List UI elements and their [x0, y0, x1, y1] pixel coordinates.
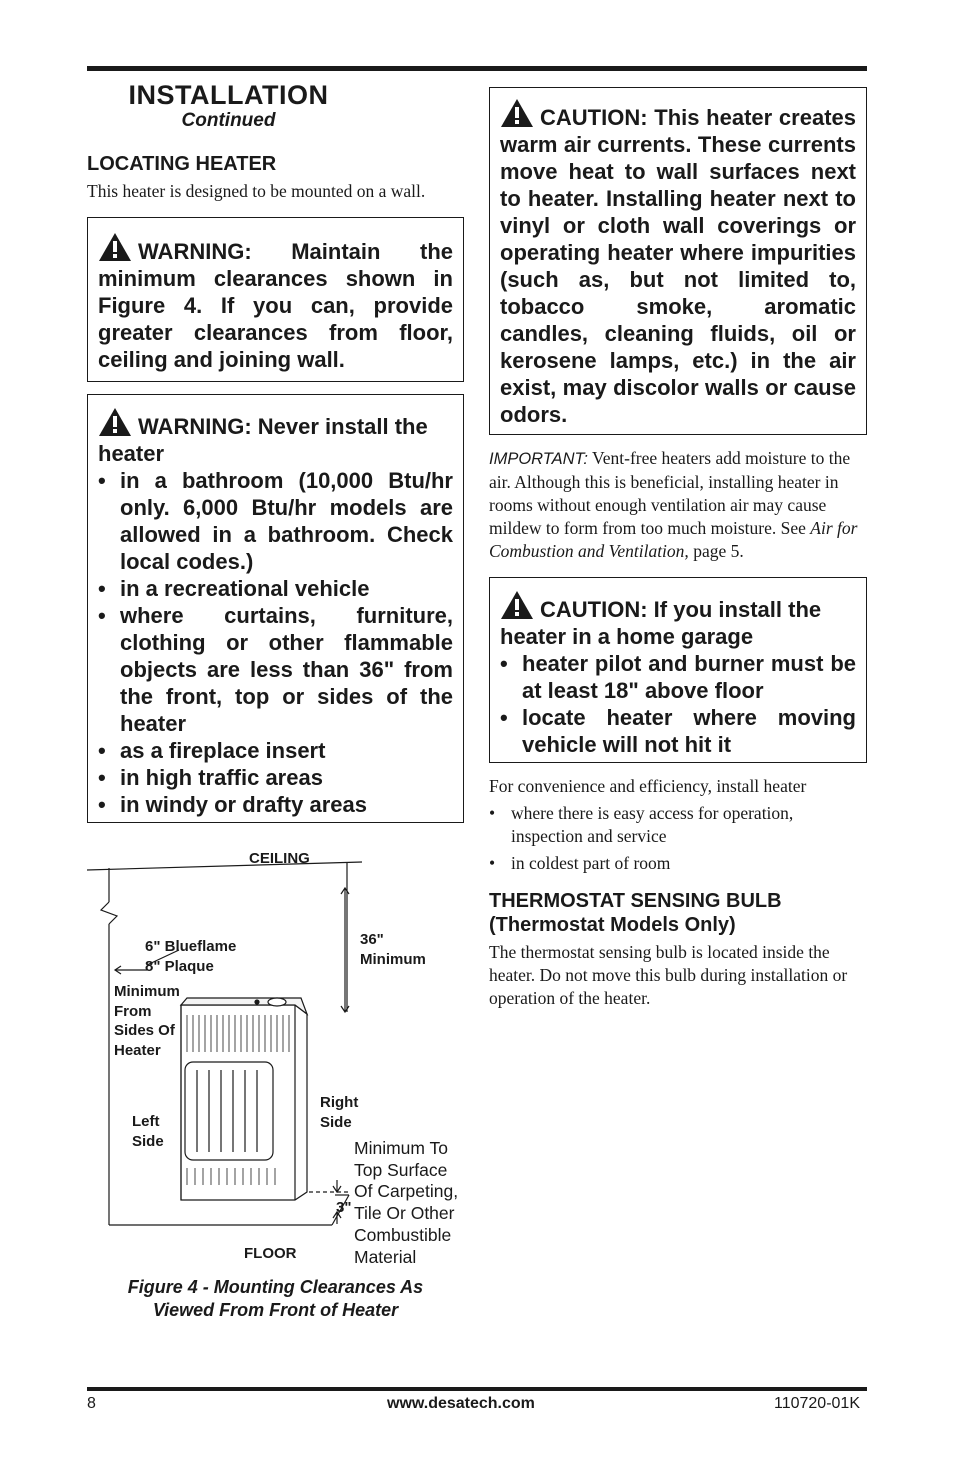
list-item: • as a fireplace insert — [98, 738, 326, 763]
right-side-label: Right Side — [320, 1094, 359, 1131]
warning-triangle-icon — [500, 590, 534, 620]
warning-triangle-icon — [500, 98, 534, 128]
warning-triangle-icon — [98, 232, 132, 262]
section-continued: Continued — [181, 110, 276, 131]
warning-box-clearances — [87, 217, 464, 382]
important-label: IMPORTANT: — [489, 450, 588, 468]
locating-heading: LOCATING HEATER — [87, 153, 277, 175]
mounting-clearance-figure — [87, 840, 487, 1280]
thermostat-heading: THERMOSTAT SENSING BULB (Thermostat Models Only) — [489, 890, 782, 936]
figure-caption: Figure 4 - Mounting Clearances As Viewed From Front of Heater — [127, 1277, 424, 1320]
warning2-lead: WARNING: Never install the heater — [98, 414, 428, 466]
left-side-label: Left Side — [132, 1113, 164, 1150]
caution-box-garage — [489, 577, 867, 763]
caution1-text: CAUTION: This heater creates warm air currents. These currents move heat to wall surfaces next to heater. Installing heater next to vinyl or cloth wall coverings or operating heater where impurities (such as, but not limited to, tobacco smoke, aromatic candles, cleaning fluids, oil or kerosene lamps, etc.) in the air exist, may discolor walls or cause odors. — [500, 105, 856, 427]
locating-text: This heater is designed to be mounted on a wall. — [87, 181, 426, 201]
list-item: • where curtains, furniture, clothing or other flammable objects are less than 36" from the front, top or sides of the heater — [98, 603, 453, 736]
list-item: • in a bathroom (10,000 Btu/hr only. 6,000 Btu/hr models are allowed in a bathroom. Check local codes.) — [98, 468, 453, 574]
warning2-list — [98, 467, 453, 818]
floor-label: FLOOR — [244, 1245, 297, 1262]
list-item: • in windy or drafty areas — [98, 792, 367, 817]
caution-box-air-currents — [489, 87, 867, 435]
bottom-clearance-label: 3" — [336, 1199, 352, 1216]
convenience-intro: For convenience and efficiency, install heater — [489, 776, 807, 796]
air-combustion-reference: Air for Combustion and Ventilation, — [489, 518, 858, 561]
right-column — [489, 87, 867, 1010]
list-item: • in a recreational vehicle — [98, 576, 370, 601]
caution2-lead: CAUTION: If you install the heater in a home garage — [500, 597, 822, 649]
list-item: • in high traffic areas — [98, 765, 323, 790]
warning1-text: WARNING: Maintain the minimum clearances shown in Figure 4. If you can, provide greater clearances from floor, ceiling and joining wall. — [98, 239, 453, 372]
side-minimum-label: Minimum From Sides Of Heater — [114, 983, 180, 1059]
bottom-rule — [87, 1387, 867, 1391]
list-item: • where there is easy access for operation, inspection and service — [489, 803, 794, 846]
left-column — [87, 80, 464, 823]
caution2-list — [500, 650, 856, 758]
warning-box-never-install — [87, 394, 464, 823]
warning-triangle-icon — [98, 407, 132, 437]
list-item: • locate heater where moving vehicle will not hit it — [500, 705, 856, 757]
footer-doc-number: 110720-01K — [774, 1395, 860, 1412]
page-number: 8 — [87, 1395, 96, 1412]
footer-website: www.desatech.com — [387, 1395, 535, 1412]
list-item: • in coldest part of room — [489, 853, 671, 873]
top-clearance-label: 36" Minimum — [360, 931, 426, 968]
thermostat-text: The thermostat sensing bulb is located inside the heater. Do not move this bulb during installation or operation of the heater. — [489, 942, 848, 1008]
bottom-note-label: Minimum To Top Surface Of Carpeting, Tile Or Other Combustible Material — [354, 1138, 459, 1267]
side-clearance-label: 6" Blueflame 8" Plaque — [145, 938, 237, 975]
convenience-list — [489, 802, 867, 875]
important-paragraph: IMPORTANT: Vent-free heaters add moisture to the air. Although this is beneficial, installing heater in rooms without enough ventilation air may cause mildew to form from too much moisture. See Air for Combustion and Ventilation, page 5. — [489, 448, 858, 561]
section-title: INSTALLATION — [128, 80, 329, 110]
ceiling-label: CEILING — [249, 850, 310, 867]
top-rule — [87, 66, 867, 71]
list-item: • heater pilot and burner must be at least 18" above floor — [500, 651, 856, 703]
